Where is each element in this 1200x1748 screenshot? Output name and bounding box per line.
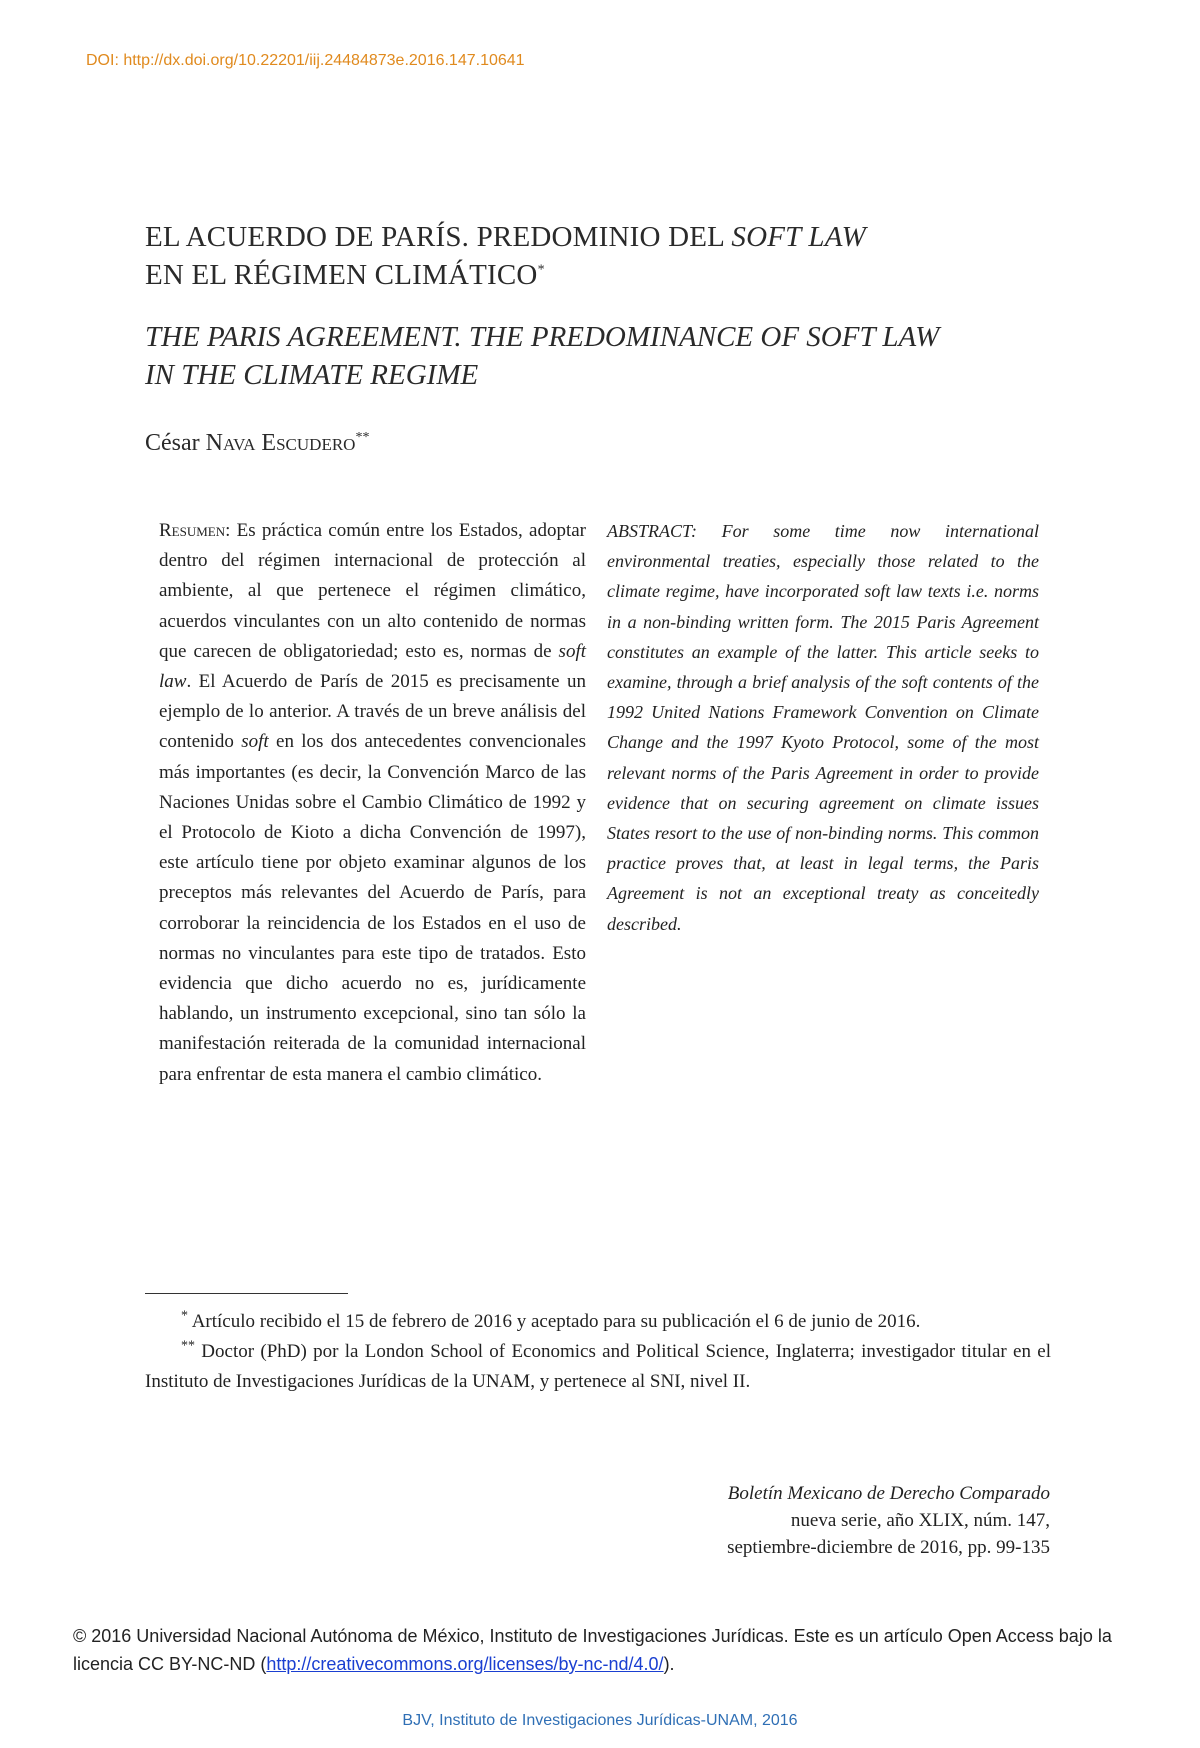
- abstract-label: ABSTRACT:: [607, 521, 698, 541]
- footnote-2-mark: **: [181, 1338, 195, 1354]
- article-title: [145, 218, 1105, 294]
- title-main-text: EL ACUERDO DE PARÍS. PREDOMINIO DEL: [145, 221, 732, 253]
- footnote-divider: [145, 1293, 348, 1294]
- license-link[interactable]: http://creativecommons.org/licenses/by-nc-nd/4.0/: [266, 1654, 664, 1674]
- abstract-text: For some time now international environmental treaties, especially those related to the climate regime, have incorporated soft law texts i.e. norms in a non-binding written form. The 2015 Paris Agreement constitutes an example of the latter. This article seeks to examine, through a brief analysis of the soft contents of the 1992 United Nations Framework Convention on Climate Change and the 1997 Kyoto Protocol, some of the most relevant norms of the Paris Agreement in order to provide evidence that on securing agreement on climate issues States resort to the use of non-binding norms. This common practice proves that, at least in legal terms, the Paris Agreement is not an exceptional treaty as conceitedly described.: [607, 521, 1039, 934]
- journal-pages: septiembre-diciembre de 2016, pp. 99-135: [727, 1537, 1050, 1558]
- title-footnote-mark[interactable]: *: [537, 262, 545, 278]
- author-first-name: César: [145, 430, 206, 456]
- license-text: © 2016 Universidad Nacional Autónoma de México, Instituto de Investigaciones Jurídicas. Este es un artículo Open Access bajo la licencia CC BY-NC-ND (: [73, 1626, 1112, 1674]
- journal-name: Boletín Mexicano de Derecho Comparado: [727, 1483, 1050, 1504]
- footnote-1-text: Artículo recibido el 15 de febrero de 2016 y aceptado para su publicación el 6 de junio de 2016.: [188, 1311, 921, 1332]
- title-line-2: [145, 256, 1105, 294]
- abstract-column: [607, 516, 1039, 939]
- footnote-2: [145, 1337, 1051, 1397]
- title-soft-law: SOFT LAW: [731, 221, 866, 253]
- doi-link[interactable]: DOI: http://dx.doi.org/10.22201/iij.24484873e.2016.147.10641: [86, 52, 525, 69]
- author-name: [145, 430, 369, 457]
- resumen-column: [159, 516, 586, 1090]
- journal-issue: nueva serie, año XLIX, núm. 147,: [790, 1510, 1050, 1531]
- footnotes: [145, 1307, 1051, 1397]
- subtitle-line-2: IN THE CLIMATE REGIME: [145, 359, 479, 391]
- resumen-em-soft: soft: [241, 731, 269, 753]
- author-last-name: Nava Escudero: [205, 430, 356, 456]
- subtitle-line-1: THE PARIS AGREEMENT. THE PREDOMINANCE OF SOFT LAW: [145, 321, 940, 353]
- article-subtitle: [145, 318, 1105, 394]
- title-line-1: [145, 218, 1105, 256]
- resumen-text-1: Es práctica común entre los Estados, adoptar dentro del régimen internacional de protección al ambiente, al que pertenece el régimen climático, acuerdos vinculantes con un alto contenido de normas que carecen de obligatoriedad; esto es, normas de: [159, 520, 586, 662]
- footnote-1: [145, 1307, 1051, 1337]
- resumen-label: Resumen:: [159, 520, 231, 541]
- resumen-em-soft-law: soft law: [159, 640, 586, 693]
- footnote-2-text: Doctor (PhD) por la London School of Economics and Political Science, Inglaterra; investigador titular en el Instituto de Investigaciones Jurídicas de la UNAM, y pertenece al SNI, nivel II.: [145, 1341, 1051, 1392]
- resumen-text-2: . El Acuerdo de París de 2015 es precisamente un ejemplo de lo anterior. A través de un breve análisis del contenido: [159, 671, 586, 753]
- resumen-text-3: en los dos antecedentes convencionales más importantes (es decir, la Convención Marco de las Naciones Unidas sobre el Cambio Climático de 1992 y el Protocolo de Kioto a dicha Convención de 1997), este artículo tiene por objeto examinar algunos de los preceptos más relevantes del Acuerdo de París, para corroborar la reincidencia de los Estados en el uso de normas no vinculantes para este tipo de tratados. Esto evidencia que dicho acuerdo no es, jurídicamente hablando, un instrumento excepcional, sino tan sólo la manifestación reiterada de la comunidad internacional para enfrentar de esta manera el cambio climático.: [159, 731, 586, 1085]
- license-notice: [73, 1622, 1133, 1678]
- footnote-1-mark: *: [181, 1308, 188, 1324]
- footer-bjv[interactable]: BJV, Instituto de Investigaciones Jurídicas-UNAM, 2016: [402, 1712, 798, 1729]
- author-footnote-mark[interactable]: **: [355, 430, 370, 445]
- license-end: ).: [663, 1654, 675, 1674]
- title-line-2-text: EN EL RÉGIMEN CLIMÁTICO: [145, 259, 538, 291]
- journal-citation: [727, 1480, 1050, 1561]
